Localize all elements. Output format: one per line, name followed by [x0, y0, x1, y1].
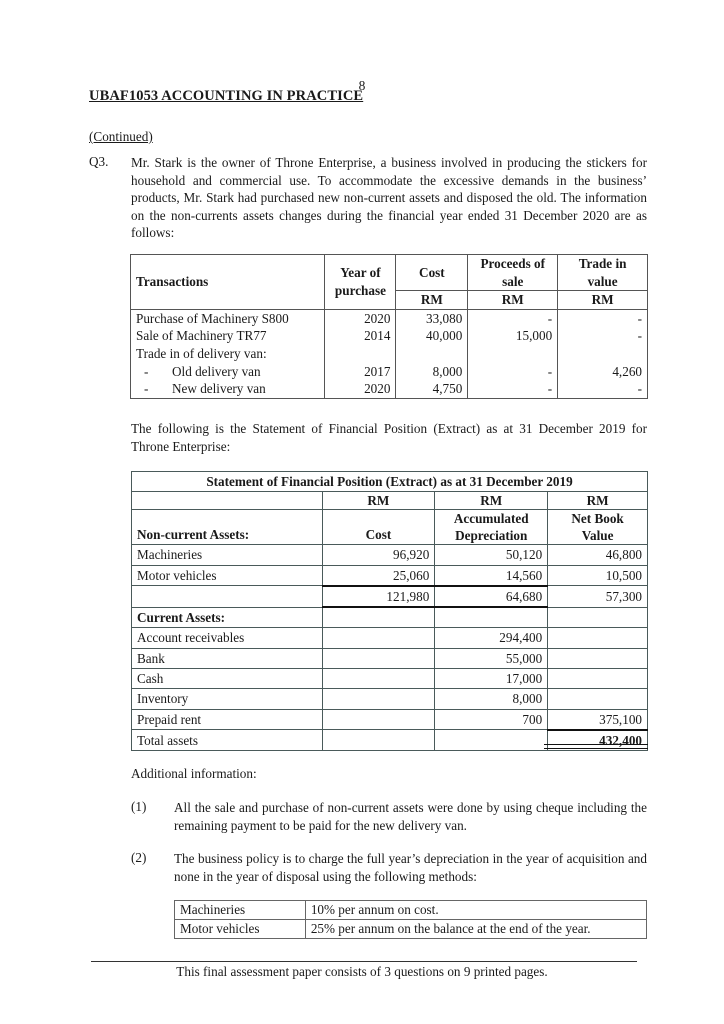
- row-label: Old delivery van: [172, 363, 261, 379]
- row-cost: 4,750: [396, 380, 468, 398]
- table-row: [132, 648, 648, 668]
- header-proceeds-currency: RM: [468, 291, 558, 310]
- row-year: 2014: [325, 327, 396, 345]
- currency-nbv: RM: [548, 492, 648, 510]
- table-row: [131, 327, 648, 345]
- row-nbv: 46,800: [548, 545, 648, 565]
- sofp-table: [131, 471, 648, 751]
- row-cost: 96,920: [322, 545, 435, 565]
- row-label: Prepaid rent: [132, 709, 323, 730]
- row-total: [548, 669, 648, 689]
- depreciation-method: 10% per annum on cost.: [305, 901, 646, 920]
- additional-item-text: All the sale and purchase of non-current assets were done by using cheque including the remaining payment to be paid for the new delivery van.: [174, 800, 647, 833]
- asset-label: Machineries: [175, 901, 306, 920]
- col-cost: Cost: [322, 510, 435, 545]
- row-label: Trade in of delivery van:: [131, 345, 325, 363]
- noncurrent-label: Non-current Assets:: [132, 510, 323, 545]
- row-proceeds: -: [468, 309, 558, 327]
- row-amount: 55,000: [435, 648, 548, 668]
- total-double-underline: [544, 744, 648, 749]
- table-row: [131, 309, 648, 327]
- col-accum: [435, 510, 548, 545]
- row-cost: 33,080: [396, 309, 468, 327]
- table-row: [132, 689, 648, 709]
- additional-item-text: The business policy is to charge the full year’s depreciation in the year of acquisition and none in the year of disposal using the following methods:: [174, 851, 647, 884]
- row-trade-in: -: [558, 309, 648, 327]
- col-nbv-line1: Net Book: [571, 511, 624, 527]
- currency-accum: RM: [435, 492, 548, 510]
- additional-item-number: (2): [131, 850, 147, 865]
- depreciation-method: 25% per annum on the balance at the end of the year.: [305, 920, 646, 939]
- col-accum-line2: Depreciation: [455, 528, 528, 544]
- row-label: Sale of Machinery TR77: [131, 327, 325, 345]
- bullet-dash: -: [144, 363, 149, 379]
- table-row: [131, 380, 648, 398]
- row-total: [548, 628, 648, 648]
- table-row: [132, 545, 648, 565]
- bullet-dash: -: [144, 381, 149, 397]
- asset-label: Motor vehicles: [175, 920, 306, 939]
- row-year: 2020: [325, 309, 396, 327]
- row-accum: 14,560: [435, 565, 548, 586]
- table-row: [175, 901, 647, 920]
- table-row: [131, 345, 648, 363]
- continued-label: (Continued): [89, 129, 153, 144]
- additional-heading: Additional information:: [131, 766, 257, 781]
- table-row: [132, 628, 648, 648]
- row-total: 375,100: [548, 709, 648, 730]
- total-cost: 121,980: [322, 586, 435, 607]
- col-nbv: [548, 510, 648, 545]
- row-label: Bank: [132, 648, 323, 668]
- row-cost: 40,000: [396, 327, 468, 345]
- current-label: Current Assets:: [132, 607, 323, 628]
- row-nbv: 10,500: [548, 565, 648, 586]
- row-proceeds: 15,000: [468, 327, 558, 345]
- table-row: [132, 669, 648, 689]
- header-cost-currency: RM: [396, 291, 468, 310]
- row-total: [548, 648, 648, 668]
- row-trade-in: -: [558, 380, 648, 398]
- table-row: [132, 709, 648, 730]
- col-accum-line1: Accumulated: [453, 511, 529, 527]
- row-trade-in: -: [558, 327, 648, 345]
- footer-note: This final assessment paper consists of 3 questions on 9 printed pages.: [176, 964, 548, 979]
- row-trade-in: 4,260: [558, 363, 648, 381]
- col-nbv-line2: Value: [581, 528, 614, 544]
- sofp-title: Statement of Financial Position (Extract) as at 31 December 2019: [132, 472, 648, 492]
- course-title: UBAF1053 ACCOUNTING IN PRACTICE: [89, 88, 364, 104]
- sofp-intro: The following is the Statement of Financial Position (Extract) as at 31 December 2019 for Throne Enterprise:: [131, 421, 647, 454]
- total-assets-value: 432,400: [548, 730, 648, 751]
- row-label: New delivery van: [172, 381, 266, 397]
- row-label: Cash: [132, 669, 323, 689]
- table-row: [131, 363, 648, 381]
- noncurrent-totals-row: [132, 586, 648, 607]
- footer-divider: [91, 961, 637, 962]
- page-number: 8: [358, 78, 366, 93]
- header-year: Year of purchase: [325, 255, 396, 310]
- row-proceeds: -: [468, 363, 558, 381]
- row-total: [548, 689, 648, 709]
- row-label: Motor vehicles: [132, 565, 323, 586]
- row-amount: 700: [435, 709, 548, 730]
- transactions-header-row: [131, 255, 648, 291]
- currency-cost: RM: [322, 492, 435, 510]
- header-trade-in-currency: RM: [558, 291, 648, 310]
- row-label: Inventory: [132, 689, 323, 709]
- table-row: [175, 920, 647, 939]
- row-label: Account receivables: [132, 628, 323, 648]
- question-number: Q3.: [89, 154, 109, 169]
- row-amount: 8,000: [435, 689, 548, 709]
- question-intro: Mr. Stark is the owner of Throne Enterprise, a business involved in producing the stickers for household and commercial use. To accommodate the excessive demands in the business’ products, Mr. Stark had purchased new non-current assets and disposed the old. The information on the non-currents assets changes during the financial year ended 31 December 2020 are as follows:: [131, 155, 647, 241]
- total-accum: 64,680: [435, 586, 548, 607]
- row-accum: 50,120: [435, 545, 548, 565]
- row-year: 2020: [325, 380, 396, 398]
- row-cost: 8,000: [396, 363, 468, 381]
- header-cost: Cost: [396, 255, 468, 291]
- row-proceeds: -: [468, 380, 558, 398]
- row-amount: 17,000: [435, 669, 548, 689]
- row-label: Machineries: [132, 545, 323, 565]
- additional-item-number: (1): [131, 799, 147, 814]
- row-label: Purchase of Machinery S800: [131, 309, 325, 327]
- header-transactions: Transactions: [131, 255, 325, 310]
- header-proceeds: Proceeds of sale: [468, 255, 558, 291]
- header-trade-in: Trade in value: [558, 255, 648, 291]
- row-amount: 294,400: [435, 628, 548, 648]
- row-year: 2017: [325, 363, 396, 381]
- total-assets-label: Total assets: [132, 730, 323, 751]
- depreciation-table: [174, 900, 647, 939]
- total-nbv: 57,300: [548, 586, 648, 607]
- table-row: [132, 565, 648, 586]
- transactions-table: [130, 254, 648, 399]
- row-cost: 25,060: [322, 565, 435, 586]
